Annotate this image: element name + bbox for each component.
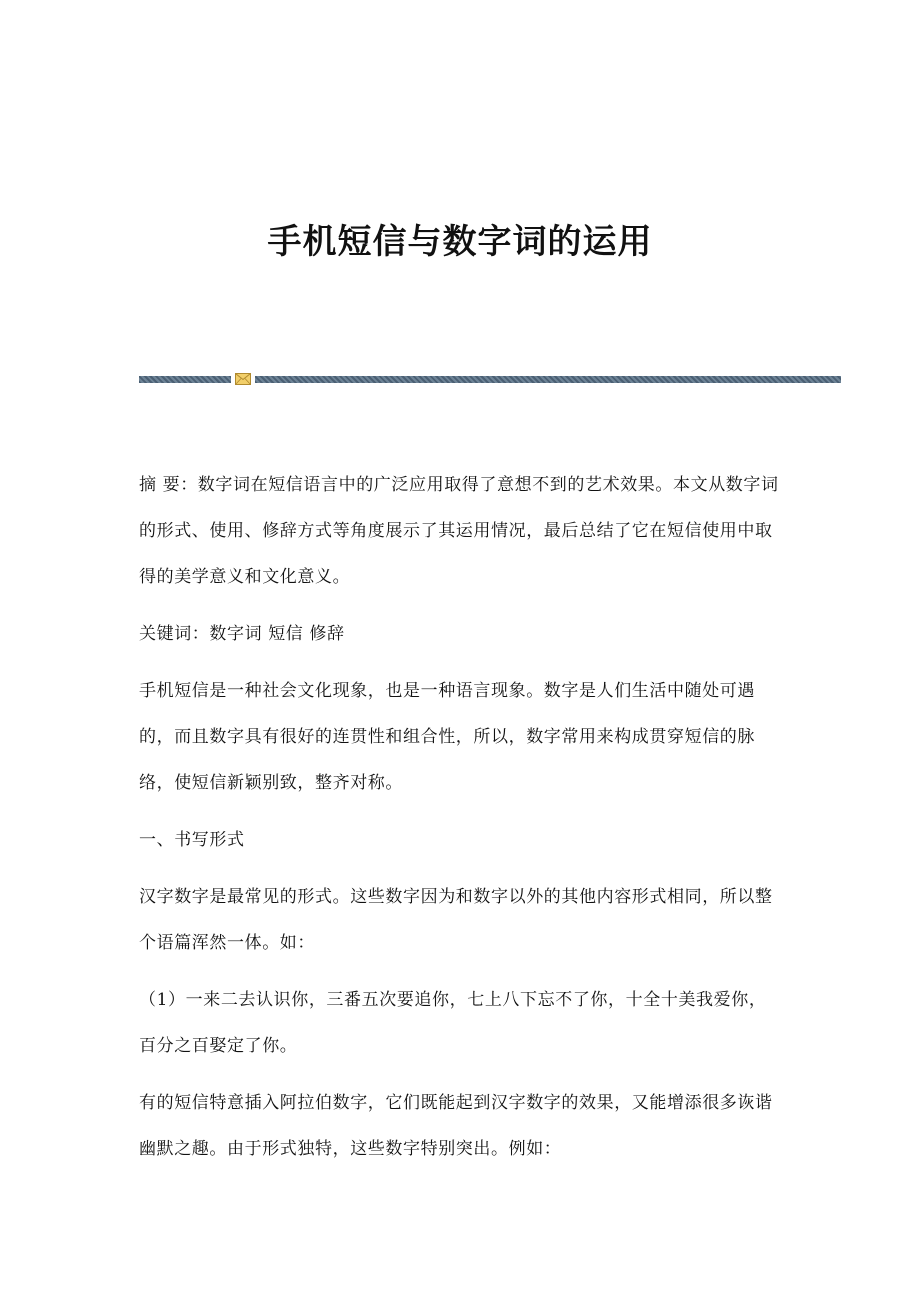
abstract-paragraph: 摘 要：数字词在短信语言中的广泛应用取得了意想不到的艺术效果。本文从数字词的形式、使用、修辞方式等角度展示了其运用情况，最后总结了它在短信使用中取得的美学意义和文化意义。 xyxy=(139,475,779,587)
example-paragraph: （1）一来二去认识你，三番五次要追你，七上八下忘不了你，十全十美我爱你，百分之百娶定了你。 xyxy=(139,990,767,1056)
document-body xyxy=(139,462,781,1183)
envelope-icon xyxy=(235,373,251,385)
section-heading: 一、书写形式 xyxy=(139,830,245,850)
title-divider xyxy=(139,373,841,385)
keywords-paragraph: 关键词：数字词 短信 修辞 xyxy=(139,624,345,644)
document-title: 手机短信与数字词的运用 xyxy=(267,222,653,262)
intro-paragraph: 手机短信是一种社会文化现象，也是一种语言现象。数字是人们生活中随处可遇的，而且数字具有很好的连贯性和组合性，所以，数字常用来构成贯穿短信的脉络，使短信新颖别致，整齐对称。 xyxy=(139,681,755,793)
divider-bar-left xyxy=(139,376,231,383)
divider-bar-right xyxy=(255,376,841,383)
body-paragraph: 有的短信特意插入阿拉伯数字，它们既能起到汉字数字的效果，又能增添很多诙谐幽默之趣。由于形式独特，这些数字特别突出。例如： xyxy=(139,1093,773,1159)
body-paragraph: 汉字数字是最常见的形式。这些数字因为和数字以外的其他内容形式相同，所以整个语篇浑然一体。如： xyxy=(139,887,773,953)
